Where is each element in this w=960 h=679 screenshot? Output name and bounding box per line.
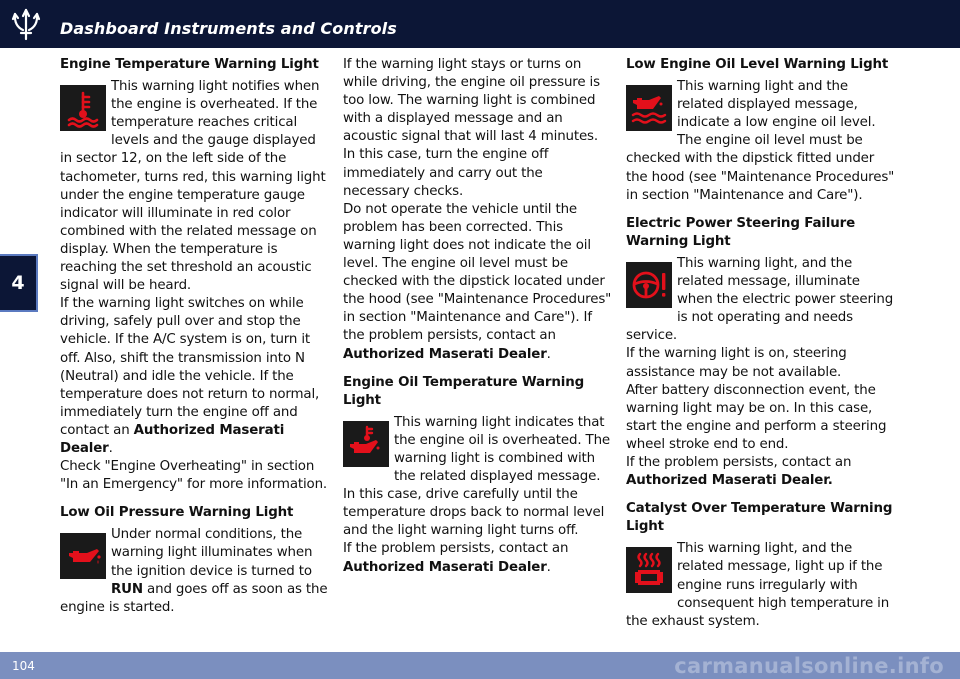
eps-paragraph-1: This warning light, and the related message, illuminate when the electric power steering is not operating and needs service.: [626, 255, 894, 344]
eps-p4-text: If the problem persists, contact an: [626, 454, 852, 470]
catalyst-title: Catalyst Over Temperature Warning Light: [626, 501, 893, 535]
page-header: [0, 0, 960, 48]
eps-paragraph-4: [626, 454, 896, 490]
low-oil-pressure-p1-end: and goes off as soon as the engine is started.: [60, 581, 328, 615]
low-oil-pressure-paragraph-2: If the warning light stays or turns on while driving, the engine oil pressure is too low. The warning light is combined with a displayed message and an acoustic signal that will last 4 minutes. In this case, turn the engine off immediately and carry out the necessary checks.: [343, 57, 600, 199]
engine-temp-title: Engine Temperature Warning Light: [60, 57, 319, 72]
page-number: 104: [12, 659, 35, 673]
catalyst-temperature-icon: [629, 550, 669, 590]
engine-temp-paragraph-2: [60, 295, 330, 458]
watermark: carmanualsonline.info: [674, 654, 944, 678]
engine-temp-paragraph-3: Check "Engine Overheating" in section "In an Emergency" for more information.: [60, 459, 328, 493]
low-oil-level-title: Low Engine Oil Level Warning Light: [626, 57, 889, 72]
low-oil-pressure-p1-text: Under normal conditions, the warning light illuminates when the ignition device is turned to: [111, 527, 313, 579]
engine-temp-dealer-text: Authorized Maserati Dealer: [60, 422, 285, 456]
oil-temperature-icon: [346, 424, 386, 464]
low-oil-level-paragraph-1: This warning light and the related displayed message, indicate a low engine oil level. The engine oil level must be checked with the dipstick fitted under the hood (see "Maintenance Procedures" in section "Maintenance and Care").: [626, 79, 895, 203]
oil-temp-paragraph-1: This warning light indicates that the engine oil is overheated. The warning light is combined with the related displayed message. In this case, drive carefully until the temperature drops back to normal level and the light warning light turns off.: [343, 414, 611, 539]
steering-wheel-warning-icon: [629, 265, 669, 305]
engine-temp-p2-end: .: [108, 440, 113, 456]
engine-temp-p2-text: If the warning light switches on while driving, safely pull over and stop the vehicle. If the A/C system is on, turn it off. Also, shift the transmission into N (Neutral) and idle the vehicle. If the temperature does not return to normal, immediately turn the engine off and contact an: [60, 296, 320, 438]
engine-temp-paragraph-1: This warning light notifies when the engine is overheated. If the temperature reaches critical levels and the gauge displayed in sector 12, on the left side of the tachometer, turns red, this warning light under the engine temperature gauge indicator will illuminate in red color combined with the related message on display. When the temperature is reaching the set threshold an acoustic signal will be heard.: [60, 79, 326, 294]
eps-paragraph-3: After battery disconnection event, the warning light may be on. In this case, start the engine and perform a steering wheel stroke end to end.: [626, 382, 887, 452]
low-oil-pressure-dealer-text: Authorized Maserati Dealer: [343, 346, 547, 362]
column-2: [343, 56, 613, 584]
low-oil-pressure-p3-end: .: [546, 346, 551, 362]
maserati-trident-logo-icon: [10, 6, 42, 42]
column-3: [626, 56, 896, 638]
oil-temp-dealer-text: Authorized Maserati Dealer: [343, 559, 547, 575]
eps-dealer-text: Authorized Maserati Dealer.: [626, 473, 833, 489]
page-title: Dashboard Instruments and Controls: [60, 19, 397, 38]
low-oil-pressure-p3-text: Do not operate the vehicle until the problem has been corrected. This warning light does not indicate the oil level. The engine oil level must be checked with the dipstick located under the hood (see "Maintenance Procedures" in section "Maintenance and Care"). If the problem persists, contact an: [343, 201, 612, 344]
oil-temp-paragraph-2: [343, 540, 613, 576]
low-oil-pressure-icon-box: [60, 533, 106, 579]
oil-temp-title: Engine Oil Temperature Warning Light: [343, 374, 585, 408]
catalyst-paragraph-1: This warning light, and the related message, light up if the engine runs irregularly with consequent high temperature in the exhaust system.: [626, 541, 890, 629]
oil-temp-p2-end: .: [546, 559, 551, 575]
eps-icon-box: [626, 262, 672, 308]
engine-temp-icon-box: [60, 85, 106, 131]
oil-temp-icon-box: [343, 421, 389, 467]
eps-title: Electric Power Steering Failure Warning Light: [626, 215, 856, 249]
oil-can-icon: [63, 536, 103, 576]
coolant-temperature-icon: [63, 88, 103, 128]
oil-level-icon: [629, 88, 669, 128]
page-footer: [0, 652, 960, 679]
oil-temp-p2-text: If the problem persists, contact an: [343, 541, 569, 557]
catalyst-icon-box: [626, 547, 672, 593]
low-oil-level-icon-box: [626, 85, 672, 131]
low-oil-pressure-run-text: RUN: [111, 581, 143, 597]
low-oil-pressure-title: Low Oil Pressure Warning Light: [60, 505, 294, 521]
low-oil-pressure-paragraph-3: [343, 201, 613, 364]
column-1: [60, 56, 330, 624]
chapter-tab[interactable]: 4: [0, 254, 38, 312]
eps-paragraph-2: If the warning light is on, steering assistance may be not available.: [626, 346, 847, 380]
